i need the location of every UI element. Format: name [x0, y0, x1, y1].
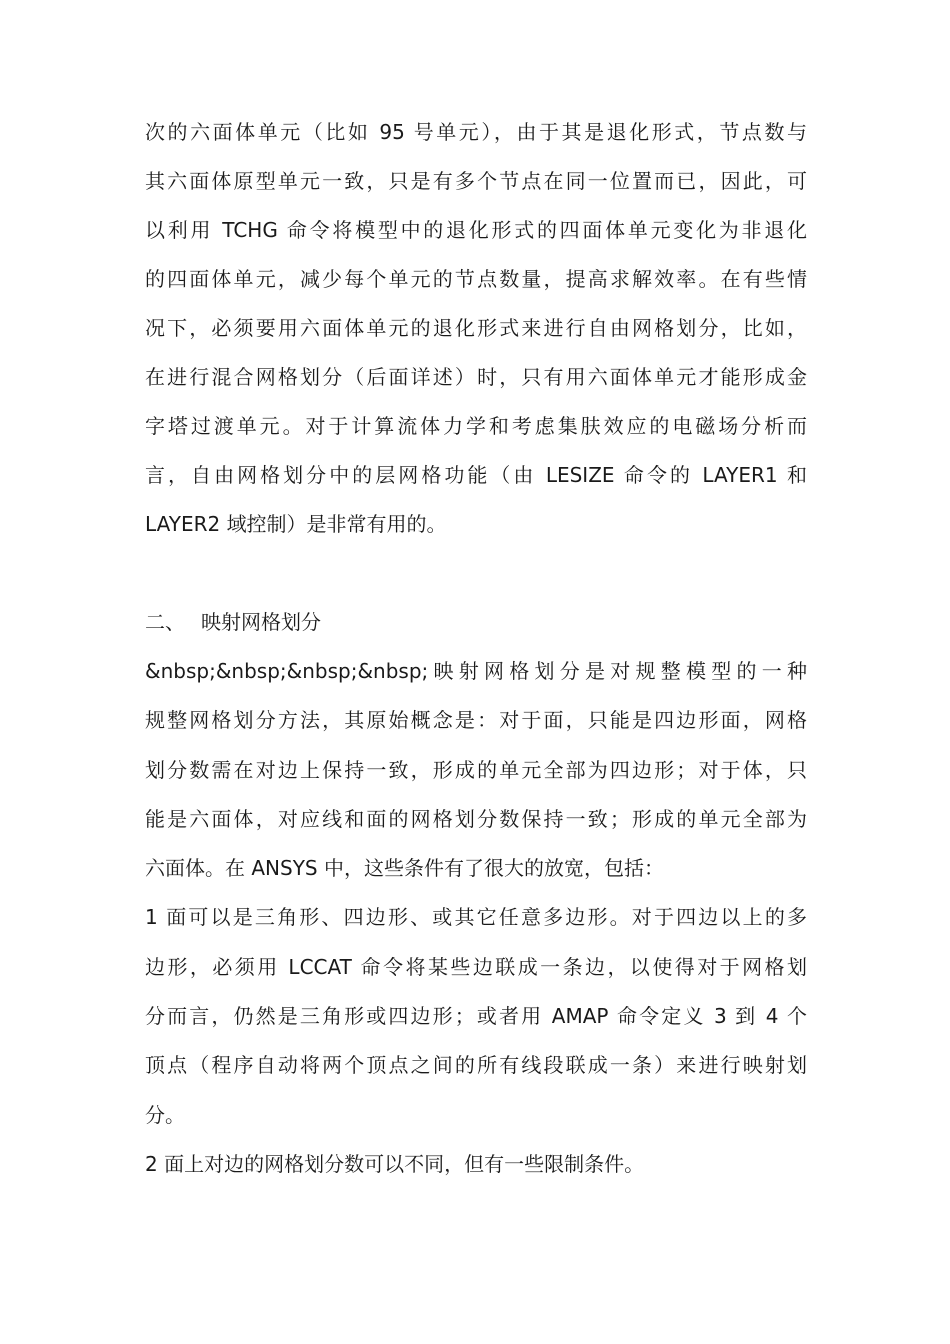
text-line: 分。 [145, 1102, 185, 1127]
text-line: 以利用 TCHG 命令将模型中的退化形式的四面体单元变化为非退化 [145, 218, 807, 242]
text-line: 边形，必须用 LCCAT 命令将某些边联成一条边，以使得对于网格划 [145, 954, 807, 979]
text-line: 字塔过渡单元。对于计算流体力学和考虑集肤效应的电磁场分析而 [145, 414, 807, 438]
text-line: 六面体。在 ANSYS 中，这些条件有了很大的放宽，包括： [145, 856, 664, 881]
list-item-1 [145, 893, 807, 1139]
document-page [145, 108, 807, 1189]
paragraph-degenerate-elements [145, 108, 807, 549]
paragraph-spacer [145, 549, 807, 598]
text-line: 况下，必须要用六面体单元的退化形式来进行自由网格划分，比如， [145, 316, 807, 340]
paragraph-mapped-meshing [145, 647, 807, 893]
text-line: 2 面上对边的网格划分数可以不同，但有一些限制条件。 [145, 1151, 645, 1176]
text-line: 言，自由网格划分中的层网格功能（由 LESIZE 命令的 LAYER1 和 [145, 463, 807, 487]
section-title: 映射网格划分 [201, 610, 321, 634]
text-line: 规整网格划分方法，其原始概念是：对于面，只能是四边形面，网格 [145, 708, 807, 733]
text-line: 的四面体单元，减少每个单元的节点数量，提高求解效率。在有些情 [145, 267, 807, 291]
text-line: &nbsp;&nbsp;&nbsp;&nbsp;映射网格划分是对规整模型的一种 [145, 659, 807, 683]
section-body [145, 647, 807, 1189]
text-line: 在进行混合网格划分（后面详述）时，只有用六面体单元才能形成金 [145, 365, 807, 389]
section-number: 二、 [145, 610, 185, 634]
text-line: 其六面体原型单元一致，只是有多个节点在同一位置而已，因此，可 [145, 169, 807, 193]
text-line: 1 面可以是三角形、四边形、或其它任意多边形。对于四边以上的多 [145, 905, 807, 930]
text-line: 顶点（程序自动将两个顶点之间的所有线段联成一条）来进行映射划 [145, 1053, 807, 1078]
text-line: 划分数需在对边上保持一致，形成的单元全部为四边形；对于体，只 [145, 757, 807, 782]
text-line: 次的六面体单元（比如 95 号单元），由于其是退化形式，节点数与 [145, 120, 807, 144]
text-line: 能是六面体，对应线和面的网格划分数保持一致；形成的单元全部为 [145, 806, 807, 831]
text-line: 分而言，仍然是三角形或四边形；或者用 AMAP 命令定义 3 到 4 个 [145, 1004, 807, 1029]
section-heading [145, 598, 807, 647]
list-item-2 [145, 1140, 807, 1189]
text-line: LAYER2 域控制）是非常有用的。 [145, 512, 447, 536]
